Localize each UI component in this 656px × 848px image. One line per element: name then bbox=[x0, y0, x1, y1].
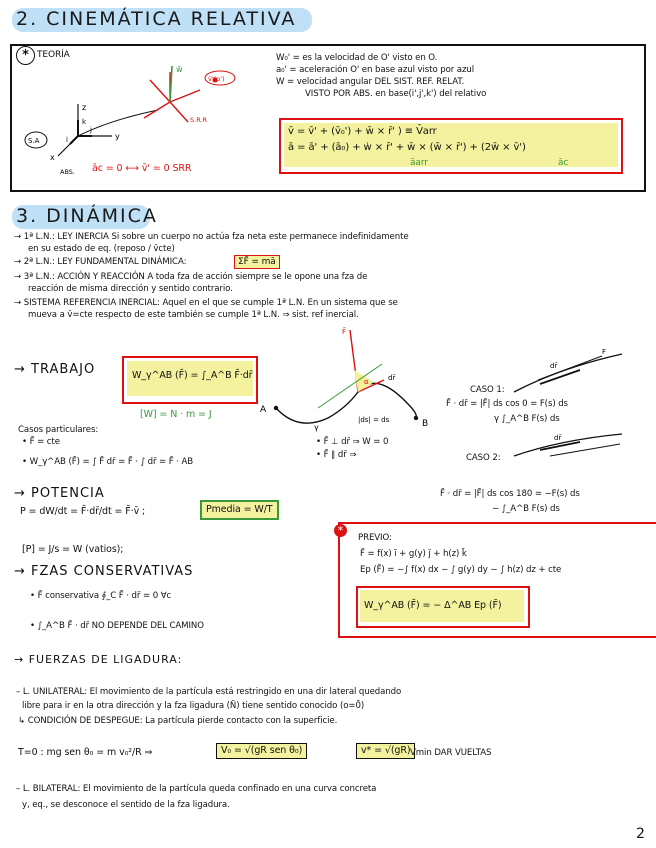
sa-label: S.A bbox=[28, 137, 40, 145]
vp-label: v̄'(p') bbox=[208, 75, 225, 83]
trabajo-units: [W] = N · m = J bbox=[140, 409, 212, 420]
omega-label: w̄ bbox=[176, 65, 183, 74]
ligadura-title: → FUERZAS DE LIGADURA: bbox=[14, 653, 183, 666]
law3-cont: reacción de misma dirección y sentido contrario. bbox=[28, 284, 233, 294]
caso1-diagram bbox=[510, 348, 630, 398]
ligadura-l4: – L. BILATERAL: El movimiento de la partícula queda confinado en una curva concreta bbox=[16, 784, 377, 794]
casos-particulares: Casos particulares: bbox=[18, 425, 99, 435]
rel-y2 bbox=[150, 80, 170, 102]
svg-text:dr̄: dr̄ bbox=[550, 362, 558, 370]
caso2-label: CASO 2: bbox=[466, 453, 501, 463]
page-number: 2 bbox=[636, 826, 645, 842]
ligadura-l3: ↳ CONDICIÓN DE DESPEGUE: La partícula pierde contacto con la superficie. bbox=[18, 716, 338, 726]
caso-fcte-work: • W_γ^AB (F̄) = ∫ F̄ dr̄ = F̄ · ∫ dr̄ = F̄ · AB bbox=[22, 457, 194, 467]
vstar-box: v* = √(gR) bbox=[356, 743, 415, 759]
sri: → SISTEMA REFERENCIA INERCIAL: Aquel en el que se cumple 1ª L.N. En un sistema que se bbox=[14, 298, 398, 308]
dr-label: dr̄ bbox=[388, 374, 396, 382]
conservativas-title: → FZAS CONSERVATIVAS bbox=[14, 564, 194, 579]
trabajo-title: → TRABAJO bbox=[14, 362, 96, 377]
aarr-label: āarr bbox=[410, 158, 428, 168]
potencia-title: → POTENCIA bbox=[14, 486, 105, 501]
rel-y bbox=[170, 90, 200, 102]
path-gamma bbox=[276, 383, 416, 423]
potencia-units: [P] = J/s = W (vatios); bbox=[22, 544, 124, 555]
x-label: x bbox=[50, 153, 55, 162]
teoria-label: TEORÍA bbox=[37, 50, 70, 60]
vmin-label: Vmin DAR VUELTAS bbox=[410, 748, 492, 758]
ds-label: |ds| = ds bbox=[358, 416, 390, 424]
def-w-cont: VISTO POR ABS. en base(i',j',k') del relativo bbox=[305, 89, 487, 99]
despegue-eq: T=0 : mg sen θ₀ = m v₀²/R ⇒ bbox=[18, 747, 153, 758]
section-title-cinematica: 2. CINEMÁTICA RELATIVA bbox=[16, 8, 297, 30]
law1: → 1ª L.N.: LEY INERCIA Si sobre un cuerpo no actúa fza neta este permanece indefinidamente bbox=[14, 232, 409, 242]
velocity-equation: v̄ = v̄' + (v̄₀') + w̄ × r̄' ) ≡ V̄arr bbox=[288, 126, 437, 137]
ac-label: āc bbox=[558, 158, 569, 168]
f-label: F̄ bbox=[342, 328, 347, 336]
trabajo-formula: W_γ^AB (F̄) = ∫_A^B F̄·dr̄ bbox=[132, 370, 253, 381]
previo-l1: F̄ = f(x) ī + g(y) j̄ + h(z) k̄ bbox=[360, 549, 467, 559]
y-label: y bbox=[115, 132, 120, 141]
def-w: W = velocidad angular DEL SIST. REF. RELAT. bbox=[276, 77, 465, 87]
work-path-diagram bbox=[258, 322, 448, 432]
sfma-box: ΣF̄ = mā bbox=[234, 255, 280, 269]
caso1-label: CASO 1: bbox=[470, 385, 505, 395]
z-label: z bbox=[82, 103, 87, 112]
rel-x2 bbox=[170, 102, 188, 122]
law1-cont: en su estado de eq. (reposo / v̄cte) bbox=[28, 244, 175, 254]
svg-text:k: k bbox=[82, 118, 87, 126]
section-title-dinamica: 3. DINÁMICA bbox=[16, 205, 158, 227]
f-parallel: • F̄ ∥ dr̄ ⇒ bbox=[316, 450, 357, 460]
acceleration-equation: ā = ā' + (ā₀) + ẇ × r̄' + w̄ × (w̄ × r̄') + (2w̄ × v̄') bbox=[288, 142, 526, 153]
abs-label: ABS. bbox=[60, 168, 75, 176]
rel-x bbox=[144, 102, 170, 118]
f-perp: • F̄ ⊥ dr̄ ⇒ W = 0 bbox=[316, 437, 389, 447]
svg-text:i: i bbox=[66, 136, 68, 144]
ligadura-l5: y, eq., se desconoce el sentido de la fza ligadura. bbox=[22, 800, 230, 810]
previo-l3: W_γ^AB (F̄) = − Δ^AB Ep (F̄) bbox=[364, 600, 502, 611]
ligadura-l2: libre para ir en la otra dirección y la fza ligadura (N̄) tiene sentido conocido (o=0̄) bbox=[22, 701, 365, 711]
svg-text:j: j bbox=[90, 126, 92, 134]
conservativas-l1: • F̄ conservativa ∮_C F̄ · dr̄ = 0 ∀c bbox=[30, 591, 172, 601]
potencia-formula: P = dW/dt = F̄·dr̄/dt = F̄·v̄ ; bbox=[20, 506, 146, 517]
svg-text:dr̄: dr̄ bbox=[554, 434, 562, 442]
caso2-int: − ∫_A^B F(s) ds bbox=[492, 504, 560, 514]
coriolis-line: āc = 0 ⟷ v̄' = 0 SRR bbox=[92, 163, 192, 174]
caso-fcte: • F̄ = cte bbox=[22, 437, 60, 447]
point-b: B bbox=[422, 419, 429, 429]
caso1-int: γ ∫_A^B F(s) ds bbox=[494, 414, 560, 424]
pmedia-box: Pmedia = W/T bbox=[200, 500, 279, 520]
previo-title: PREVIO: bbox=[358, 533, 392, 543]
sri-cont: mueva a v̄=cte respecto de este también se cumple 1ª L.N. ⇒ sist. ref inercial. bbox=[28, 310, 359, 320]
previo-star-icon: * bbox=[334, 524, 347, 537]
svg-text:F̄: F̄ bbox=[602, 348, 607, 356]
caso2-diagram bbox=[510, 430, 630, 460]
star-badge: * bbox=[16, 46, 35, 65]
relative-motion-diagram bbox=[20, 60, 270, 178]
gamma-label: γ bbox=[314, 423, 319, 432]
law3: → 3ª L.N.: ACCIÓN Y REACCIÓN A toda fza de acción siempre se le opone una fza de bbox=[14, 272, 368, 282]
point-a: A bbox=[260, 405, 267, 415]
conservativas-l2: • ∫_A^B F̄ · dr̄ NO DEPENDE DEL CAMINO bbox=[30, 621, 204, 631]
srr-label: S.R.R bbox=[190, 116, 208, 124]
previo-l2: Ep (F̄) = −∫ f(x) dx − ∫ g(y) dy − ∫ h(z) dz + cte bbox=[360, 565, 562, 575]
omega-vector bbox=[170, 66, 172, 102]
ligadura-l1: – L. UNILATERAL: El movimiento de la partícula está restringido en una dir lateral quedando bbox=[16, 687, 402, 697]
alpha-label: α bbox=[364, 378, 369, 386]
law2: → 2ª L.N.: LEY FUNDAMENTAL DINÁMICA: bbox=[14, 257, 187, 267]
caso2-eq: F̄ · dr̄ = |F̄| ds cos 180 = −F(s) ds bbox=[440, 489, 580, 499]
def-a0: a₀' = aceleración O' en base azul visto por azul bbox=[276, 65, 475, 75]
def-w0: W₀' = es la velocidad de O' visto en O. bbox=[276, 53, 438, 63]
v0-box: V₀ = √(gR sen θ₀) bbox=[216, 743, 307, 759]
caso1-eq: F̄ · dr̄ = |F̄| ds cos 0 = F(s) ds bbox=[446, 399, 568, 409]
